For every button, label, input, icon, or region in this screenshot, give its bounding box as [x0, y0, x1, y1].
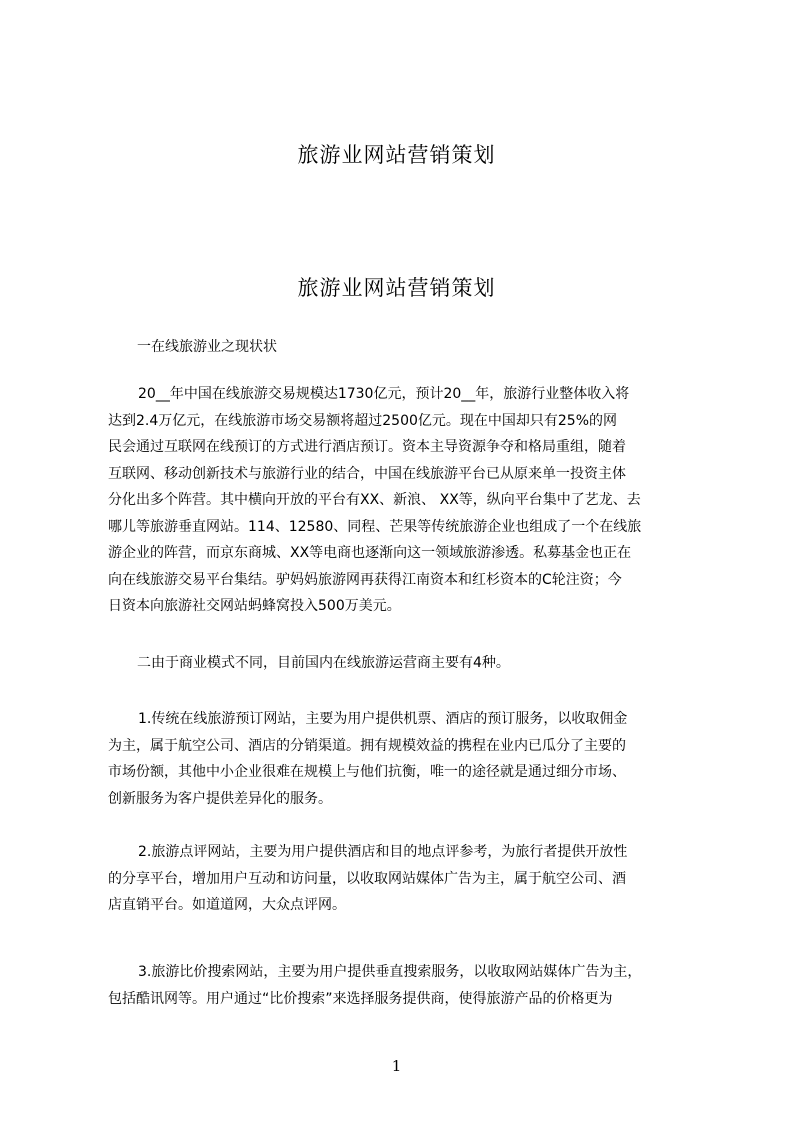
paragraph-line: 店直销平台。如道道网，大众点评网。: [108, 897, 346, 913]
paragraph-line: 市场份额，其他中小企业很难在规模上与他们抗衡，唯一的途径就是通过细分市场、: [108, 764, 626, 780]
main-title: 旅游业网站营销策划: [297, 276, 496, 300]
paragraph-item-1: [108, 706, 699, 812]
paragraph-line: 向在线旅游交易平台集结。驴妈妈旅游网再获得江南资本和红杉资本的C轮注资；今: [108, 571, 622, 588]
cover-title: 旅游业网站营销策划: [297, 143, 496, 167]
paragraph-item-3: [108, 959, 699, 1012]
paragraph-line: 20__年中国在线旅游交易规模达1730亿元，预计20__年，旅游行业整体收入将: [138, 386, 630, 402]
paragraph-line: 3.旅游比价搜索网站，主要为用户提供垂直搜索服务，以收取网站媒体广告为主，: [138, 964, 642, 980]
paragraph-line: 互联网、移动创新技术与旅游行业的结合，中国在线旅游平台已从原来单一投资主体: [108, 465, 626, 482]
paragraph-line: 1.传统在线旅游预订网站，主要为用户提供机票、酒店的预订服务，以收取佣金: [138, 711, 628, 727]
section-heading-business-models: 二由于商业模式不同，目前国内在线旅游运营商主要有4种。: [137, 655, 510, 671]
page-number: 1: [391, 1057, 402, 1075]
section-heading-status: 一在线旅游业之现状状: [137, 339, 277, 355]
paragraph-line: 游企业的阵营，而京东商城、XX等电商也逐渐向这一领域旅游渗透。私募基金也正在: [108, 545, 632, 561]
paragraph-line: 民会通过互联网在线预订的方式进行酒店预订。资本主导资源争夺和格局重组，随着: [108, 439, 626, 455]
paragraph-line: 创新服务为客户提供差异化的服务。: [108, 790, 332, 807]
paragraph-line: 包括酷讯网等。用户通过“比价搜索”来选择服务提供商，使得旅游产品的价格更为: [108, 990, 613, 1007]
paragraph-line: 日资本向旅游社交网站蚂蜂窝投入500万美元。: [108, 598, 401, 614]
paragraph-market-status: [108, 381, 699, 620]
paragraph-line: 分化出多个阵营。其中横向开放的平台有XX、新浪、 XX等，纵向平台集中了艺龙、去: [108, 492, 641, 508]
paragraph-line: 2.旅游点评网站，主要为用户提供酒店和目的地点评参考，为旅行者提供开放性: [138, 844, 628, 860]
paragraph-item-2: [108, 839, 699, 919]
paragraph-line: 达到2.4万亿元，在线旅游市场交易额将超过2500亿元。现在中国却只有25%的网: [108, 412, 618, 429]
paragraph-line: 的分享平台，增加用户互动和访问量，以收取网站媒体广告为主，属于航空公司、酒: [108, 870, 626, 887]
paragraph-line: 为主，属于航空公司、酒店的分销渠道。拥有规模效益的携程在业内已瓜分了主要的: [108, 737, 626, 754]
paragraph-line: 哪儿等旅游垂直网站。114、12580、同程、芒果等传统旅游企业也组成了一个在线旅: [108, 518, 642, 535]
